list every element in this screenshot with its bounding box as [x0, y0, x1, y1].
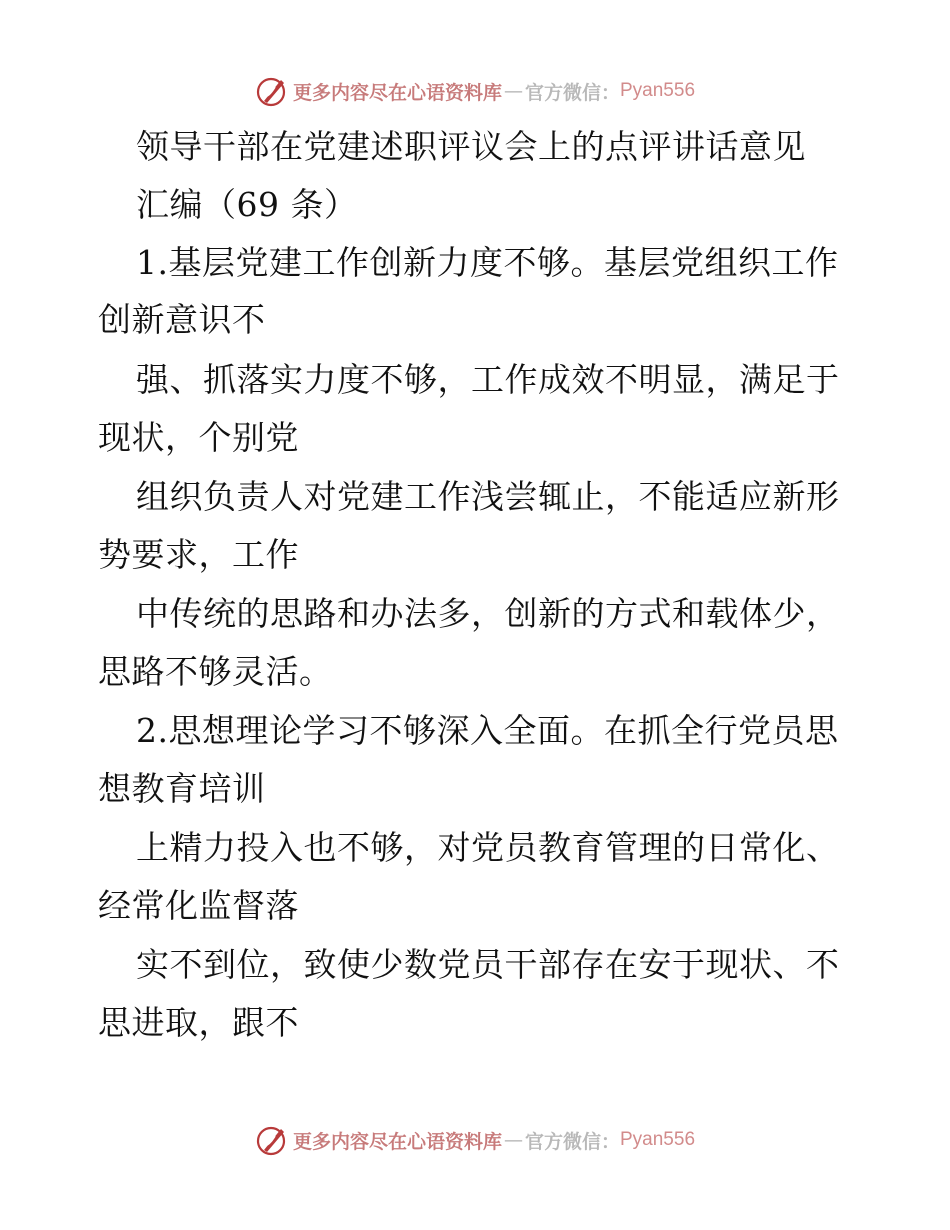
paragraph-line: 经常化监督落	[98, 886, 299, 925]
quill-pen-logo-icon	[255, 1123, 289, 1157]
watermark-dash: —	[503, 80, 523, 102]
paragraph-line: 组织负责人对党建工作浅尝辄止，不能适应新形	[136, 477, 840, 516]
watermark-label: 官方微信：	[524, 1130, 620, 1153]
document-title: 领导干部在党建述职评议会上的点评讲话意见	[136, 127, 806, 166]
paragraph-line: 中传统的思路和办法多，创新的方式和载体少，	[136, 594, 840, 633]
quill-pen-logo-icon	[255, 74, 289, 108]
watermark-brand: 更多内容尽在心语资料库	[292, 81, 502, 104]
paragraph-line: 思路不够灵活。	[98, 652, 333, 691]
document-subtitle: 汇编（69 条）	[136, 185, 358, 224]
paragraph-line: 想教育培训	[98, 769, 266, 808]
paragraph-line: 上精力投入也不够，对党员教育管理的日常化、	[136, 828, 840, 867]
watermark-wechat-id: Pyan556	[620, 1129, 696, 1150]
paragraph-line: 创新意识不	[98, 300, 266, 339]
paragraph-line: 2.思想理论学习不够深入全面。在抓全行党员思	[136, 711, 839, 750]
paragraph-line: 1.基层党建工作创新力度不够。基层党组织工作	[136, 243, 839, 282]
watermark-brand: 更多内容尽在心语资料库	[292, 1130, 502, 1153]
watermark-dash: —	[503, 1129, 523, 1151]
paragraph-line: 思进取，跟不	[98, 1003, 299, 1042]
paragraph-line: 强、抓落实力度不够，工作成效不明显，满足于	[136, 360, 840, 399]
footer-watermark	[0, 1120, 950, 1160]
watermark-label: 官方微信：	[524, 81, 620, 104]
paragraph-line: 势要求，工作	[98, 535, 299, 574]
paragraph-line: 现状，个别党	[98, 418, 299, 457]
watermark-wechat-id: Pyan556	[620, 80, 696, 101]
header-watermark	[0, 71, 950, 111]
paragraph-line: 实不到位，致使少数党员干部存在安于现状、不	[136, 945, 840, 984]
